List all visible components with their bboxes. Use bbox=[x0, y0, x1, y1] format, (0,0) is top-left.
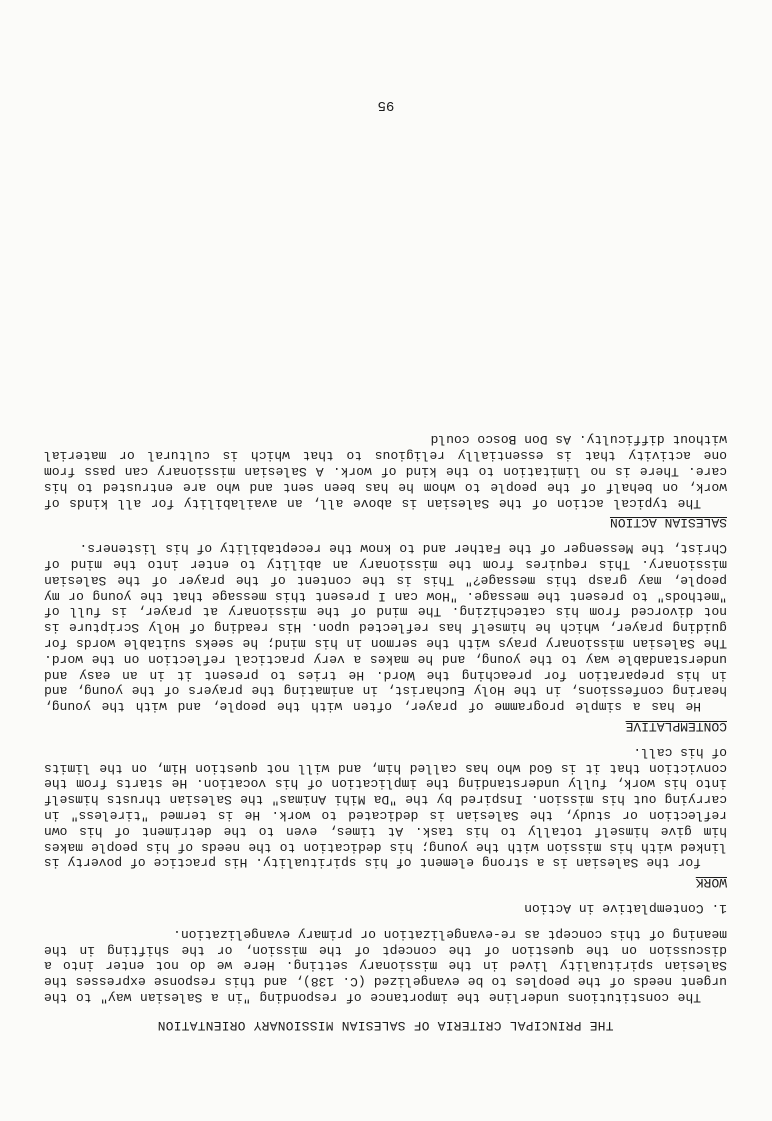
section-heading-contemplative: CONTEMPLATIVE bbox=[625, 719, 727, 735]
section-text-salesian-action: The typical action of the Salesian is above all, an availability for all kinds of work, on behalf of the people to whom he has been sent and who are entrusted to his care. There is no limitation to the kind of work. A Salesian missionary can pass from one activity that is essentially religious to that which is cultural or material without difficulty. As Don Bosco could bbox=[44, 432, 727, 511]
section-text-contemplative: He has a simple programme of prayer, often with the people, and with the young, hearing confessions, in the Holy Eucharist, in animating the prayers of the young, and in his preparation for preaching the Word. He tries to present it in an easy and understandable way to the young, and he makes a very practical reflection on the word. The Salesian missionary prays with the sermon in his mind; he seeks suitable words for guiding prayer, which he himself has reflected upon. His reading of Holy Scripture is not divorced from his catechizing. The mind of the missionary at prayer, is full of "methods" to present the message. "How can I present this message that the young or my people, may grasp this message?" This is the content of the prayer of the Salesian missionary. This requires from the missionary an ability to enter into the mind of Christ, the Messenger of the Father and to know the receptability of his listeners. bbox=[44, 541, 727, 715]
intro-paragraph: The constitutions underline the importance of responding "in a Salesian way" to the urgent needs of the peoples to be evangelized (C. 138), and this response expresses the Salesian spirituality lived in the missionary setting. Here we do not enter into a discussion on the question of the concept of the mission, or the shifting in the meaning of this concept as re-evangelization or primary evangelization. bbox=[44, 926, 727, 1005]
page-number: 95 bbox=[377, 97, 395, 113]
section-text-work: for the Salesian is a strong element of his spirituality. His practice of poverty is linked with his mission with the young; his dedication to the needs of his people makes him give himself totally to his task. At times, even to the detriment of his own reflection or study, the Salesian is dedicated to work. He is termed "tireless" in carrying out his mission. Inspired by the "Da Mihi Animas" the Salesian thrusts himself into his work, fully understanding the implication of his vocation. He starts from the conviction that it is God who has called him, and will not question Him, on the limits of his call. bbox=[44, 744, 727, 871]
section-heading-work: WORK bbox=[695, 875, 727, 891]
page-title: THE PRINCIPAL CRITERIA OF SALESIAN MISSIONARY ORIENTATION bbox=[157, 1018, 614, 1033]
page-content bbox=[44, 424, 727, 1033]
section-heading-salesian-action: SALESIAN ACTION bbox=[609, 515, 727, 531]
subhead-contemplative-in-action: 1. Contemplative in Action bbox=[524, 901, 727, 917]
